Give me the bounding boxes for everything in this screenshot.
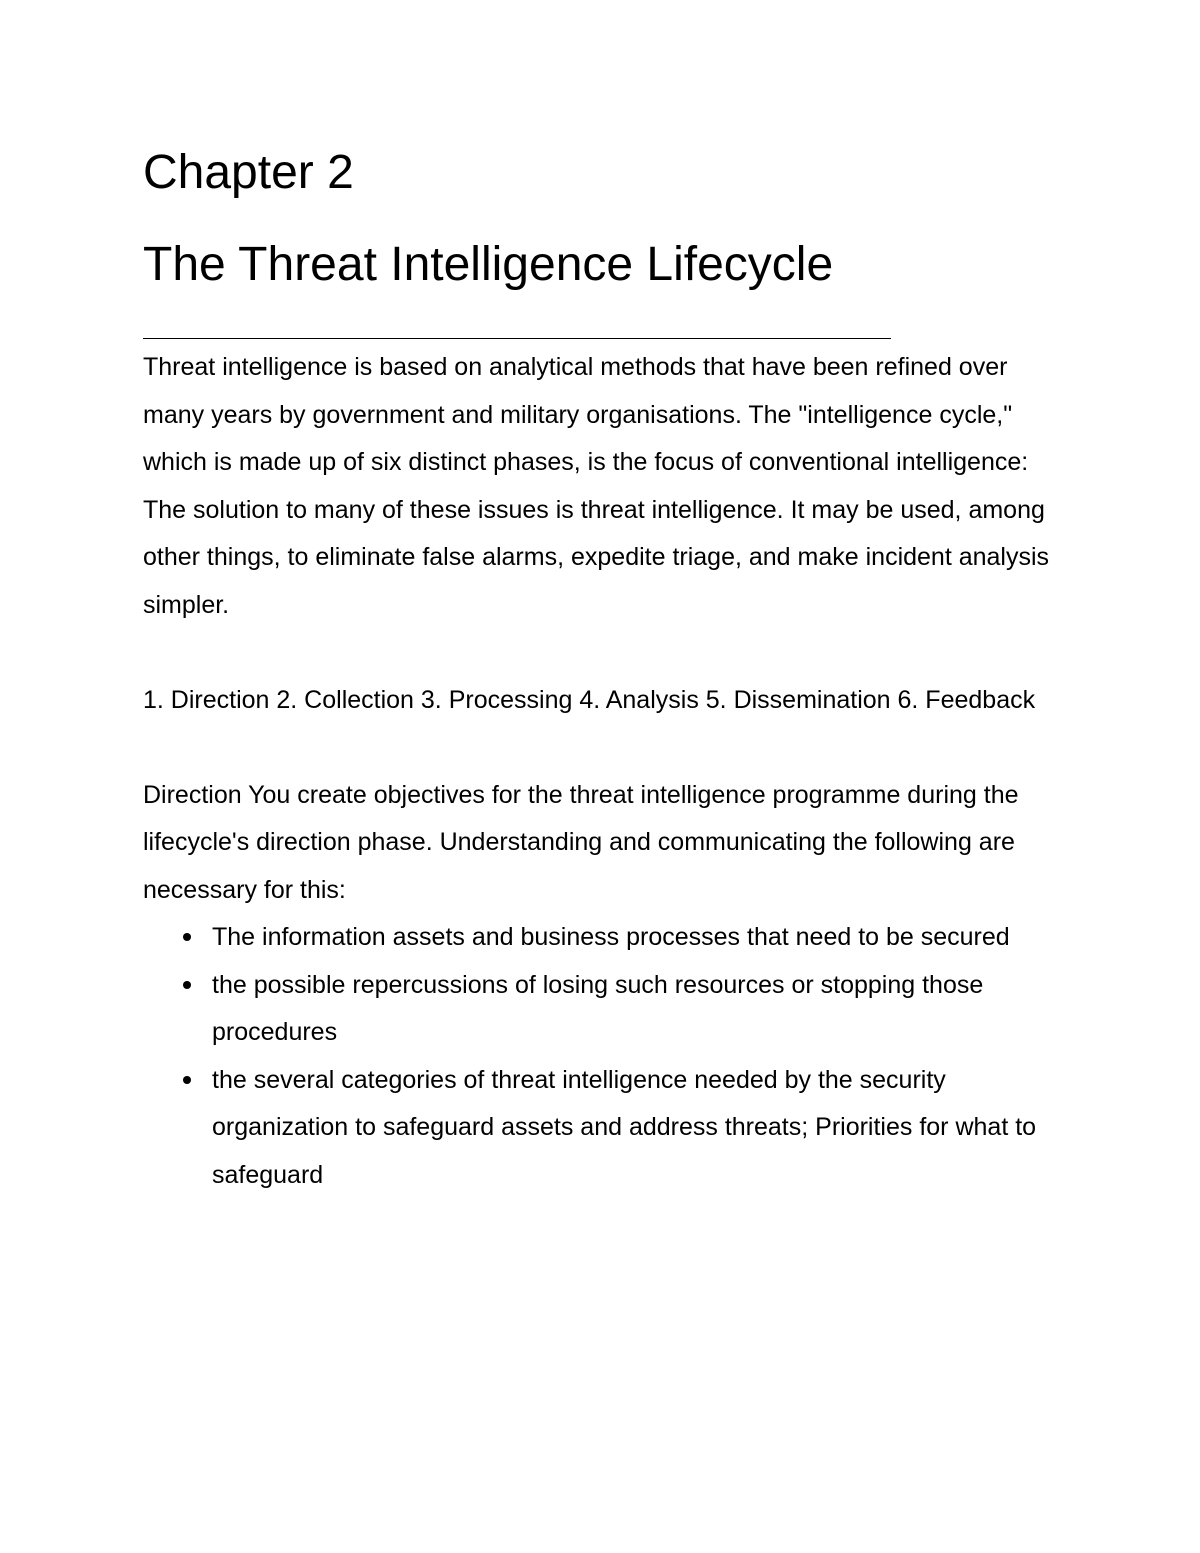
direction-paragraph: Direction You create objectives for the threat intelligence programme during the lifecycle's direction phase. Understanding and communicating the following are necessary for this: bbox=[143, 780, 1019, 904]
intro-paragraph: Threat intelligence is based on analytical methods that have been refined over many years by government and military organisations. The "intelligence cycle," which is made up of six distinct phases, is the focus of conventional intelligence: The solution to many of these issues is threat intelligence. It may be used, among other things, to eliminate false alarms, expedite triage, and make incident analysis simpler. bbox=[143, 353, 1050, 619]
title-divider bbox=[143, 338, 891, 339]
list-item-text: the several categories of threat intelligence needed by the security organization to safeguard assets and address threats; Priorities for what to safeguard bbox=[212, 1065, 1037, 1189]
chapter-title: The Threat Intelligence Lifecycle bbox=[143, 238, 834, 291]
bullet-icon bbox=[183, 981, 191, 989]
bullet-icon bbox=[183, 933, 191, 941]
chapter-label: Chapter 2 bbox=[143, 146, 354, 199]
phases-paragraph: 1. Direction 2. Collection 3. Processing 4. Analysis 5. Dissemination 6. Feedback bbox=[143, 685, 1036, 714]
paragraph-spacer bbox=[143, 724, 1068, 772]
bullet-list bbox=[143, 914, 1068, 1199]
list-item bbox=[143, 962, 1068, 1057]
list-item-text: The information assets and business processes that need to be secured bbox=[212, 923, 1010, 951]
list-item bbox=[143, 914, 1068, 962]
list-item bbox=[143, 1057, 1068, 1200]
document-body bbox=[143, 142, 1068, 1199]
list-item-text: the possible repercussions of losing such resources or stopping those procedures bbox=[212, 970, 984, 1046]
bullet-icon bbox=[183, 1076, 191, 1084]
paragraph-spacer bbox=[143, 629, 1068, 677]
